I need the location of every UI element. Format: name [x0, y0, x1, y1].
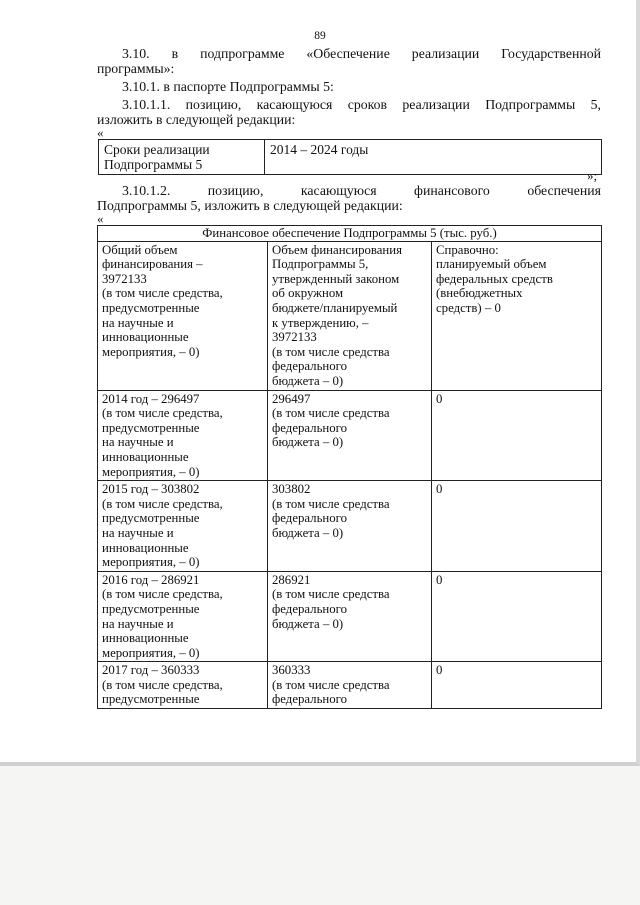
cell-line: (в том числе средства — [272, 496, 390, 511]
cell-line: 296497 — [272, 391, 311, 406]
cell-line: предусмотренные — [102, 420, 200, 435]
cell-line: мероприятия, – 0) — [102, 464, 200, 479]
cell-line: 360333 — [272, 663, 311, 678]
cell-line: финансирования – — [102, 257, 203, 272]
cell-line: инновационные — [102, 449, 189, 464]
cell-line: (внебюджетных — [436, 286, 523, 301]
cell-line: (в том числе средства, — [102, 406, 223, 421]
terms-value: 2014 – 2024 годы — [270, 142, 369, 157]
section-3-10-1-2-line1: 3.10.1.2. позицию, касающуюся финансового обеспечения — [122, 183, 601, 198]
cell-line: на научные и — [102, 616, 174, 631]
cell-line: инновационные — [102, 330, 189, 345]
terms-label-line: Сроки реализации — [104, 142, 210, 157]
cell-line: 0 — [436, 572, 443, 587]
finance-row-2014 — [98, 390, 602, 481]
section-3-10-line1: 3.10. в подпрограмме «Обеспечение реализации Государственной — [122, 46, 601, 61]
cell-line: 3972133 — [102, 271, 147, 286]
cell-line: 0 — [436, 391, 443, 406]
cell-line: (в том числе средства, — [102, 496, 223, 511]
closing-quote-1: »; — [587, 168, 598, 183]
terms-row — [99, 140, 602, 175]
cell-line: 286921 — [272, 572, 311, 587]
cell-line: федерального — [272, 692, 347, 707]
cell-line: (в том числе средства, — [102, 587, 223, 602]
section-3-10-1-1-line2: изложить в следующей редакции: — [97, 112, 296, 127]
cell-line: Объем финансирования — [272, 242, 403, 257]
cell-line: бюджета – 0) — [272, 525, 344, 540]
cell-line: на научные и — [102, 435, 174, 450]
cell-line: 0 — [436, 482, 443, 497]
finance-table-title: Финансовое обеспечение Подпрограммы 5 (тыс. руб.) — [98, 226, 602, 242]
cell-line: на научные и — [102, 525, 174, 540]
cell-line: инновационные — [102, 540, 189, 555]
cell-line: бюджете/планируемый — [272, 300, 398, 315]
cell-line: (в том числе средства — [272, 677, 390, 692]
cell-line: к утверждению, – — [272, 315, 369, 330]
cell-line: (в том числе средства — [272, 344, 390, 359]
cell-line: Общий объем — [102, 242, 178, 257]
cell-line: 303802 — [272, 482, 311, 497]
cell-line: утвержденный законом — [272, 271, 400, 286]
cell-line: 2017 год – 360333 — [102, 663, 200, 678]
cell-line: 0 — [436, 663, 443, 678]
row-budget-cell — [268, 571, 432, 662]
cell-line: (в том числе средства — [272, 406, 390, 421]
section-3-10-line2: программы»: — [97, 61, 175, 76]
row-budget-cell — [268, 662, 432, 709]
page-number: 89 — [314, 30, 326, 42]
cell-line: предусмотренные — [102, 692, 200, 707]
cell-line: федерального — [272, 511, 347, 526]
row-total-cell — [98, 662, 268, 709]
cell-line: инновационные — [102, 631, 189, 646]
cell-line: предусмотренные — [102, 511, 200, 526]
cell-line: средств) – 0 — [436, 300, 501, 315]
row-reference-cell — [432, 390, 602, 481]
section-3-10-1-2-line2: Подпрограммы 5, изложить в следующей редакции: — [97, 198, 403, 213]
cell-line: 2014 год – 296497 — [102, 391, 200, 406]
cell-line: предусмотренные — [102, 601, 200, 616]
cell-line: федерального — [272, 359, 347, 374]
cell-line: федерального — [272, 420, 347, 435]
cell-line: (в том числе средства, — [102, 286, 223, 301]
cell-line: 2015 год – 303802 — [102, 482, 200, 497]
finance-row-2017 — [98, 662, 602, 709]
cell-line: Подпрограммы 5, — [272, 257, 369, 272]
row-total-cell — [98, 571, 268, 662]
header-cell-reference — [432, 241, 602, 390]
row-budget-cell — [268, 481, 432, 572]
finance-table — [97, 225, 602, 709]
cell-line: (в том числе средства, — [102, 677, 223, 692]
cell-line: (в том числе средства — [272, 587, 390, 602]
header-cell-budget — [268, 241, 432, 390]
cell-line: мероприятия, – 0) — [102, 645, 200, 660]
header-cell-total — [98, 241, 268, 390]
finance-header-row — [98, 241, 602, 390]
row-total-cell — [98, 390, 268, 481]
row-reference-cell — [432, 481, 602, 572]
cell-line: мероприятия, – 0) — [102, 555, 200, 570]
cell-line: Справочно: — [436, 242, 499, 257]
section-3-10-1-1-line1: 3.10.1.1. позицию, касающуюся сроков реализации Подпрограммы 5, — [122, 97, 601, 112]
cell-line: мероприятия, – 0) — [102, 344, 200, 359]
cell-line: предусмотренные — [102, 300, 200, 315]
terms-label-line: Подпрограммы 5 — [104, 157, 203, 172]
row-reference-cell — [432, 662, 602, 709]
terms-table — [98, 139, 602, 175]
cell-line: бюджета – 0) — [272, 373, 344, 388]
cell-line: федеральных средств — [436, 271, 553, 286]
opening-quote-1: « — [97, 125, 104, 140]
cell-line: федерального — [272, 601, 347, 616]
section-3-10-1: 3.10.1. в паспорте Подпрограммы 5: — [122, 79, 334, 94]
cell-line: планируемый объем — [436, 257, 547, 272]
cell-line: бюджета – 0) — [272, 435, 344, 450]
row-reference-cell — [432, 571, 602, 662]
cell-line: бюджета – 0) — [272, 616, 344, 631]
cell-line: об окружном — [272, 286, 344, 301]
row-budget-cell — [268, 390, 432, 481]
finance-row-2015 — [98, 481, 602, 572]
opening-quote-2: « — [97, 211, 104, 226]
row-total-cell — [98, 481, 268, 572]
cell-line: 3972133 — [272, 330, 317, 345]
terms-label-cell — [99, 140, 265, 175]
cell-line: 2016 год – 286921 — [102, 572, 200, 587]
cell-line: на научные и — [102, 315, 174, 330]
finance-row-2016 — [98, 571, 602, 662]
finance-title-row — [98, 226, 602, 242]
terms-value-cell — [265, 140, 602, 175]
